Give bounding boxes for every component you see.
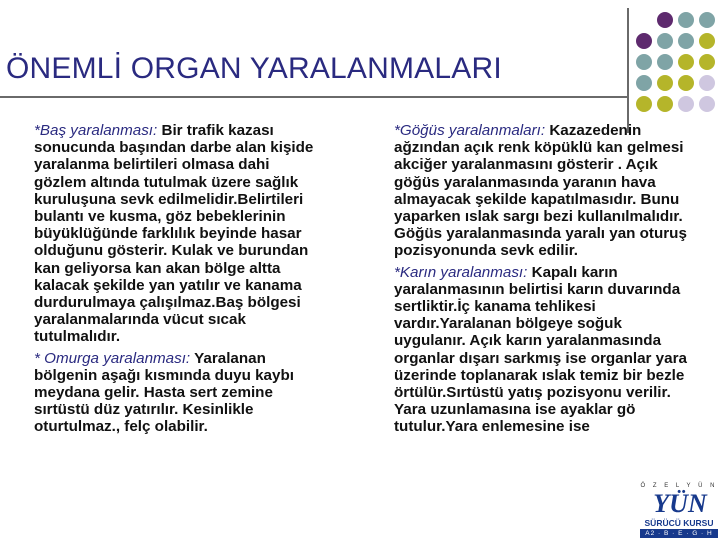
logo-classes: A2 · B · E · G · H bbox=[640, 529, 718, 538]
slide-title: ÖNEMLİ ORGAN YARALANMALARI bbox=[6, 52, 502, 85]
paragraph-chest-injury bbox=[394, 122, 694, 260]
paragraph-text: Bir trafik kazası sonucunda başından darbe alan kişide yaralanma belirtileri olmasa dahi gözlem altında tutulmak üzere sağlık kuruluşuna sevk edilmelidir.Belirtileri bulantı ve kusma, göz bebeklerinin büyüklüğünde farklılık beyinde hasar olduğunu gösterir. Kulak ve burundan kan geliyorsa kan akan bölge altta kalacak şekilde yan yatılır ve kanama durdurulmaya çalışılmaz.Baş bölgesi yaralanmalarında vücut sıcak tutulmalıdır. bbox=[34, 122, 314, 346]
decor-dot bbox=[636, 54, 652, 70]
decor-vertical-line bbox=[627, 8, 629, 133]
decor-dot bbox=[699, 75, 715, 91]
paragraph-text: Kazazedenin ağzından açık renk köpüklü kan gelmesi akciğer yaralanmasını gösterir . Açık göğüs yaralanmasında yaranın hava almayacak şekilde kapatılmasıdır. Bunu yaparken ıslak sargı bezi kullanılmalıdır. Göğüs yaralanmasında yaralı yan oturuş pozisyonunda sevk edilir. bbox=[394, 122, 687, 260]
paragraph-heading: *Karın yaralanması: bbox=[394, 263, 528, 281]
left-column bbox=[34, 122, 324, 440]
logo-ring-text: Ö Z E L Y Ü N bbox=[640, 483, 718, 489]
title-divider bbox=[0, 96, 628, 98]
decor-dot bbox=[657, 12, 673, 28]
decor-dot bbox=[699, 33, 715, 49]
logo-brand: YÜN bbox=[653, 489, 707, 518]
decor-dot bbox=[699, 54, 715, 70]
decor-dot bbox=[657, 96, 673, 112]
paragraph-text: Yaralanan bölgenin aşağı kısmında duyu kaybı meydana gelir. Hasta sert zemine sırtüstü düz yatırılır. Kesinlikle oturtulmaz., felç olabilir. bbox=[34, 349, 294, 436]
decor-dot bbox=[678, 75, 694, 91]
decor-dot bbox=[636, 96, 652, 112]
decor-dot bbox=[699, 96, 715, 112]
paragraph-spine-injury bbox=[34, 350, 324, 436]
paragraph-head-injury bbox=[34, 122, 324, 346]
logo-subtitle: SÜRÜCÜ KURSU bbox=[644, 518, 714, 528]
decor-dot bbox=[699, 12, 715, 28]
decor-dot bbox=[636, 33, 652, 49]
decor-dot-grid bbox=[636, 12, 720, 122]
paragraph-heading: *Göğüs yaralanmaları: bbox=[394, 122, 546, 139]
paragraph-heading: *Baş yaralanması: bbox=[34, 122, 158, 139]
decor-dot bbox=[678, 12, 694, 28]
right-column bbox=[394, 122, 694, 440]
decor-dot bbox=[657, 54, 673, 70]
decor-dot bbox=[678, 54, 694, 70]
paragraph-text: Kapalı karın yaralanmasının belirtisi karın duvarında sertliktir.İç kanama tehlikesi vardır.Yaralanan bölgeye soğuk uygulanır. Açık karın yaralanmasında organlar dışarı sarkmış ise organlar yara üzerinde toplanarak ıslak temiz bir bezle örtülür.Sırtüstü yatış pozisyonu verilir. Yara uzunlamasına ise ayaklar gö tutulur.Yara enlemesine ise bbox=[394, 263, 687, 436]
decor-dot bbox=[657, 75, 673, 91]
paragraph-abdomen-injury bbox=[394, 264, 694, 436]
paragraph-heading: * Omurga yaralanması: bbox=[34, 349, 191, 367]
driving-school-logo bbox=[638, 478, 720, 540]
decor-dot bbox=[657, 33, 673, 49]
decor-dot bbox=[678, 33, 694, 49]
decor-dot bbox=[678, 96, 694, 112]
decor-dot bbox=[636, 75, 652, 91]
